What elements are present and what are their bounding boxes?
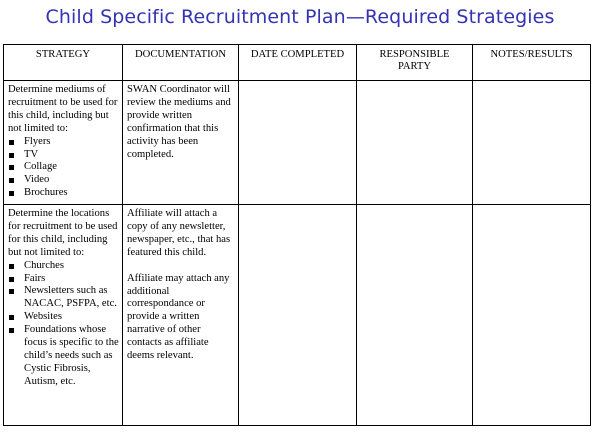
date-completed-cell <box>239 205 357 426</box>
paragraph-spacer <box>127 260 235 273</box>
list-item: TV <box>8 149 119 162</box>
bullet-icon <box>9 165 14 170</box>
list-item: Fairs <box>8 273 119 286</box>
strategy-intro: Determine the locations for recruitment to be used for this child, including but not limited to: <box>8 208 118 258</box>
bullet-icon <box>9 178 14 183</box>
documentation-text: SWAN Coordinator will review the mediums and provide written confirmation that this activity has been completed. <box>127 84 231 160</box>
list-item: Newsletters such as NACAC, PSFPA, etc. <box>8 285 119 311</box>
notes-results-cell <box>473 81 591 205</box>
bullet-icon <box>9 289 14 294</box>
list-item: Brochures <box>8 187 119 200</box>
list-item: Foundations whose focus is specific to the child’s needs such as Cystic Fibrosis, Autism, etc. <box>8 324 119 389</box>
list-item: Churches <box>8 260 119 273</box>
responsible-party-cell <box>357 81 473 205</box>
recruitment-plan-table <box>3 44 591 426</box>
table-row <box>4 205 591 426</box>
documentation-text: Affiliate will attach a copy of any newsletter, newspaper, etc., that has featured this child. <box>127 208 231 258</box>
column-header-documentation: DOCUMENTATION <box>123 45 239 81</box>
strategy-cell <box>4 81 123 205</box>
bullet-icon <box>9 315 14 320</box>
column-header-date-completed: DATE COMPLETED <box>239 45 357 81</box>
documentation-cell <box>123 81 239 205</box>
list-item: Websites <box>8 311 119 324</box>
column-header-responsible-party: RESPONSIBLE PARTY <box>357 45 473 81</box>
documentation-text: Affiliate may attach any additional correspondance or provide a written narrative of other contacts as affiliate deems relevant. <box>127 272 230 362</box>
page-title: Child Specific Recruitment Plan—Required Strategies <box>45 6 555 28</box>
bullet-icon <box>9 264 14 269</box>
strategy-bullet-list <box>8 260 119 389</box>
strategy-cell <box>4 205 123 426</box>
bullet-icon <box>9 153 14 158</box>
bullet-icon <box>9 191 14 196</box>
notes-results-cell <box>473 205 591 426</box>
responsible-party-cell <box>357 205 473 426</box>
list-item: Collage <box>8 161 119 174</box>
column-header-notes-results: NOTES/RESULTS <box>473 45 591 81</box>
bullet-icon <box>9 140 14 145</box>
documentation-cell <box>123 205 239 426</box>
header-row <box>4 45 591 81</box>
list-item: Flyers <box>8 136 119 149</box>
bullet-icon <box>9 277 14 282</box>
table-row <box>4 81 591 205</box>
list-item: Video <box>8 174 119 187</box>
date-completed-cell <box>239 81 357 205</box>
strategy-intro: Determine mediums of recruitment to be used for this child, including but not limited to: <box>8 84 118 134</box>
bullet-icon <box>9 328 14 333</box>
column-header-strategy: STRATEGY <box>4 45 123 81</box>
strategy-bullet-list <box>8 136 119 201</box>
